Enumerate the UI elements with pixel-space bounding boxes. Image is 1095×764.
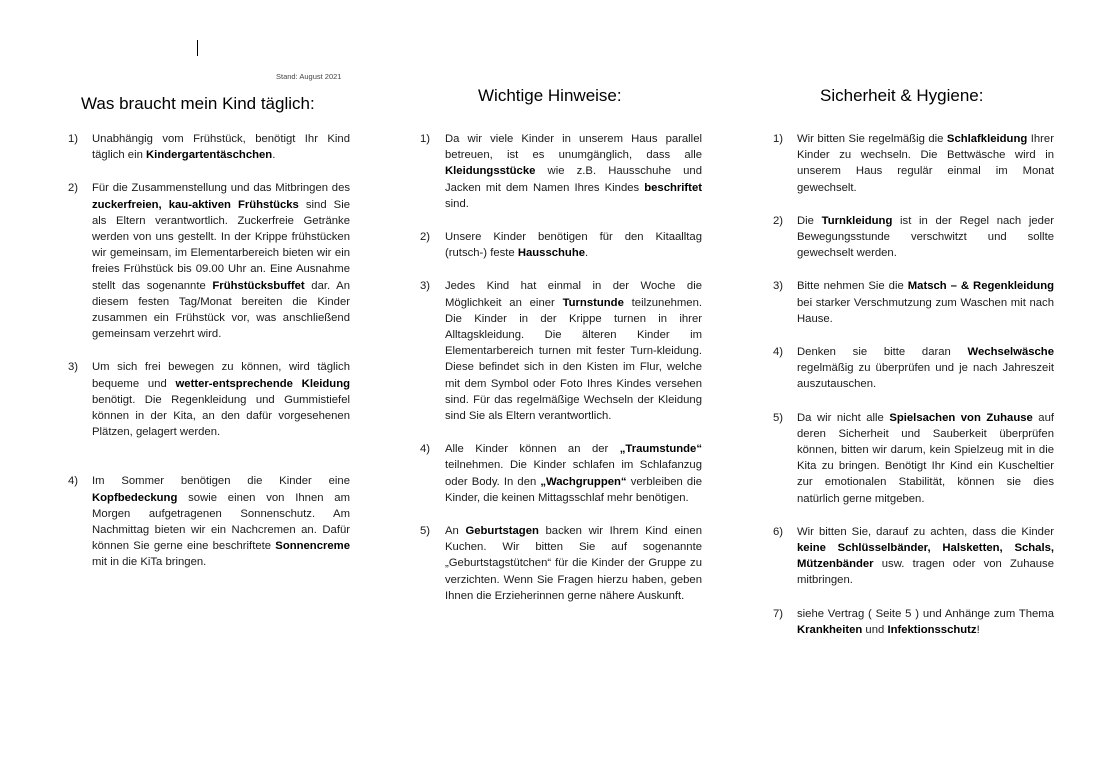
item-text [797,606,1054,638]
item-text [797,131,1054,196]
list-item [68,180,350,342]
item-number: 3) [68,361,79,374]
text-run: auf deren Sicherheit und Sauberkeit überprüfen können, bitten wir darum, kein Spielzeug mit in die Kita zu bringen. Benötigt Ihr Kind ein Kuscheltier zur emotionalen Stabilität, können sie dies natürlich gerne mitgeben. [797,411,1055,505]
item-number: 4) [773,346,784,359]
bold-term: Kopfbedeckung [92,491,178,504]
item-number: 4) [420,443,431,456]
text-run: ! [976,623,980,636]
list-item [420,131,702,212]
text-run: bei starker Verschmutzung zum Waschen mit nach Hause. [797,296,1054,325]
text-run: ist in der Regel nach jeder Bewegungsstunde verschwitzt und sollte gewechselt werden. [797,214,1054,260]
text-run: Bitte nehmen Sie die [797,280,908,293]
text-run: Wir bitten Sie, darauf zu achten, dass die Kinder [797,525,1054,538]
item-text [92,131,350,163]
bold-term: Kleidungsstücke [445,165,536,178]
text-run: teilzunehmen. Die Kinder in der Krippe turnen in ihrer Alltagskleidung. Die älteren Kinder im Elementarbereich turnen mit fester Turn-kleidung. Diese befindet sich in den Kisten im Flur, welche mit dem Symbol oder Foto Ihres Kindes versehen sind. Für das regelmäßige Wechseln der Kleidung sind Sie als Eltern verantwortlich. [445,296,703,423]
list-item [773,344,1054,393]
text-run: mit in die KiTa bringen. [92,556,207,569]
bold-term: keine Schlüsselbänder, Halsketten, Schals, Mützenbänder [797,542,1054,571]
bold-term: Turnkleidung [821,214,893,227]
bold-term: „Traumstunde“ [619,443,702,456]
item-text [797,344,1054,393]
text-run: An [445,525,466,538]
list-item [420,229,702,261]
list-item [773,524,1054,589]
text-run: Alle Kinder können an der [445,443,620,456]
text-run: usw. tragen oder von Zuhause mitbringen. [797,558,1054,587]
item-number: 1) [68,133,79,145]
bold-term: Hausschuhe [517,247,586,260]
item-text [445,278,702,424]
column-title: Sicherheit & Hygiene: [820,86,984,105]
bold-term: Wechselwäsche [967,346,1054,359]
bold-term: wetter-entsprechende Kleidung [175,377,351,390]
text-run: sind Sie als Eltern verantwortlich. Zuckerfreie Getränke werden von uns gestellt. In der Krippe frühstücken wir gemeinsam, im Elementarbereich bieten wir ein freies Frühstück bis 09.00 Uhr an. Eine Ausnahme stellt das sogenannte [92,198,350,292]
item-text [445,441,702,506]
text-run: Jedes Kind hat einmal in der Woche die Möglichkeit an einer [445,280,702,309]
bold-term: Geburtstagen [465,525,539,538]
text-run: verbleiben die Kinder, die keinen Mittagsschlaf mehr benötigen. [445,475,703,504]
item-list [68,131,350,571]
list-item [773,410,1054,507]
item-number: 2) [773,214,784,227]
item-text [797,410,1054,507]
list-item [773,606,1054,638]
item-list [420,131,702,604]
bold-term: „Wachgruppen“ [540,475,627,488]
item-number: 6) [773,525,784,538]
text-run: . [272,149,276,162]
item-text [445,229,702,261]
text-run: wie z.B. Hausschuhe und Jacken mit dem Namen Ihres Kindes [445,165,702,194]
bold-term: Krankheiten [797,623,863,636]
list-item [773,131,1054,196]
bold-term: Spielsachen von Zuhause [889,411,1033,424]
item-list [773,131,1054,638]
text-run: sind. [445,197,469,210]
item-text [92,359,350,440]
item-number: 5) [420,525,431,538]
item-number: 1) [420,133,431,145]
text-run: Für die Zusammenstellung und das Mitbringen des [92,182,350,195]
bold-term: Kindergartentäschchen [146,149,273,162]
list-item [420,441,702,506]
item-text [797,213,1054,262]
item-number: 4) [68,475,79,488]
text-cursor [197,40,198,56]
text-run: Da wir nicht alle [797,411,890,424]
text-run: . [585,247,589,260]
stand-date: Stand: August 2021 [276,72,342,81]
text-run: regelmäßig zu überprüfen und je nach Jahreszeit auszutauschen. [797,362,1054,391]
item-text [797,278,1054,327]
list-item [420,523,702,604]
item-number: 3) [420,280,431,293]
text-run: benötigt. Die Regenkleidung und Gummistiefel können in der Kita, an den dafür vorgesehenen Plätzen, gelagert werden. [92,393,350,439]
list-item [773,278,1054,327]
text-run: Unsere Kinder benötigen für den Kitaalltag (rutsch-) feste [445,231,702,260]
item-text [92,180,350,342]
list-item [773,213,1054,262]
bold-term: beschriftet [644,181,702,194]
text-run: Im Sommer benötigen die Kinder eine [92,475,350,488]
item-text [797,524,1054,589]
text-run: Denken sie bitte daran [797,346,968,359]
text-run: backen wir Ihrem Kind einen Kuchen. Wir bitten Sie auf sogenannte „Geburtstagstütchen“ für die Kinder der Gruppe zu verzichten. Wenn Sie Fragen hierzu haben, geben Ihnen die Erzieherinnen gerne nähere Auskunft. [445,525,702,602]
item-number: 2) [68,182,79,195]
bold-term: Turnstunde [562,296,624,309]
item-text [92,473,350,570]
text-run: Ihrer Kinder zu wechseln. Die Bettwäsche wird in unserem Haus regulär einmal im Monat gewechselt. [797,133,1054,194]
bold-term: Schlafkleidung [946,133,1028,145]
list-item [68,131,350,163]
item-text [445,131,702,212]
list-item [420,278,702,424]
bold-term: Matsch – & Regenkleidung [907,280,1055,293]
item-number: 2) [420,231,431,244]
item-number: 7) [773,607,784,620]
text-run: und [862,623,888,636]
item-text [445,523,702,604]
text-run: Um sich frei bewegen zu können, wird täglich bequeme und [92,361,350,390]
item-number: 3) [773,280,784,293]
text-run: Unabhängig vom Frühstück, benötigt Ihr Kind täglich ein [92,133,350,162]
bold-term: Infektionsschutz [887,623,977,636]
text-run: teilnehmen. Die Kinder schlafen im Schlafanzug oder Body. In den [445,459,702,488]
text-run: dar. An diesem festen Tag/Monat bereiten die Kinder zusammen ein Frühstück vor, was anschließend gemeinsam verzehrt wird. [92,279,350,341]
column-title: Was braucht mein Kind täglich: [81,94,315,113]
text-run: Da wir viele Kinder in unserem Haus parallel betreuen, ist es unumgänglich, dass alle [445,133,702,162]
text-run: siehe Vertrag ( Seite 5 ) und Anhänge zum Thema [797,607,1054,620]
text-run: sowie einen von Ihnen am Morgen aufgetragenen Sonnenschutz. Am Nachmittag bieten wir ein Nachcremen an. Dafür können Sie gerne eine beschriftete [92,491,350,553]
column-title: Wichtige Hinweise: [478,86,622,105]
bold-term: Sonnencreme [275,540,350,553]
item-number: 5) [773,411,784,424]
list-item [68,473,350,570]
bold-term: zuckerfreien, kau-aktiven Frühstücks [92,198,299,211]
list-item [68,359,350,440]
bold-term: Frühstücksbuffet [212,279,305,292]
item-number: 1) [773,133,784,145]
text-run: Wir bitten Sie regelmäßig die [797,133,947,145]
text-run: Die [797,214,822,227]
